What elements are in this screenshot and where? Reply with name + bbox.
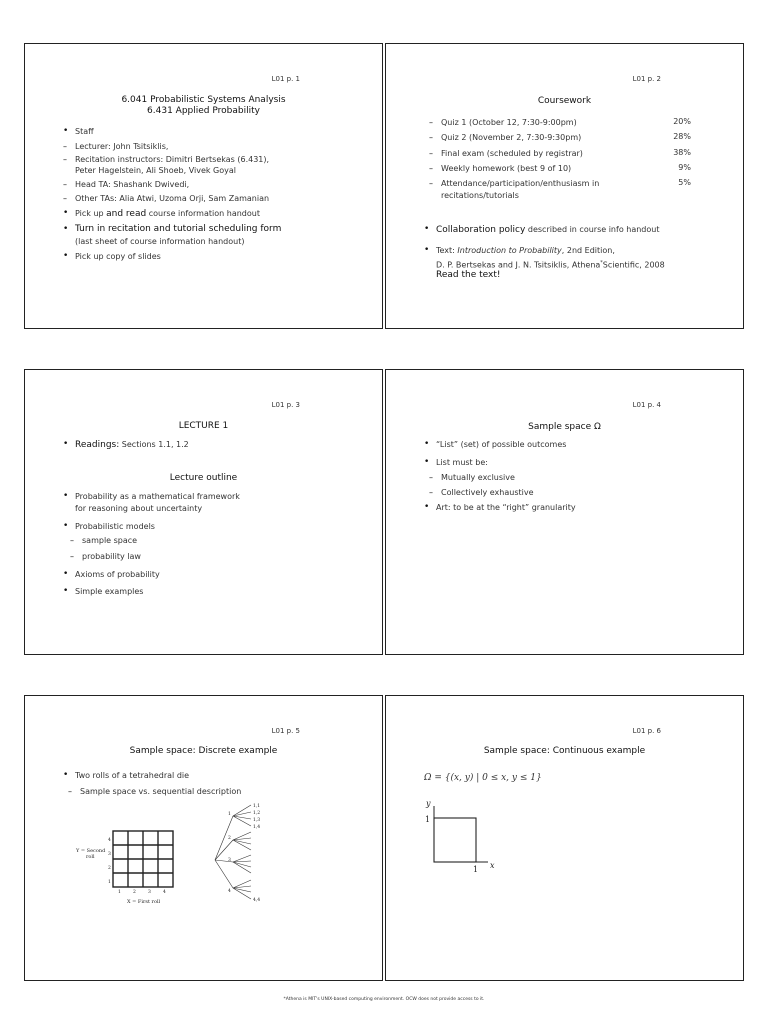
page-number: L01 p. 5 <box>271 727 300 735</box>
slide-3 <box>24 369 383 655</box>
tree-leaf: 4,4 <box>253 898 261 903</box>
slide-5 <box>24 695 383 981</box>
coursework-item: – Weekly homework (best 9 of 10) <box>441 163 571 174</box>
text-b: Introduction to Probability <box>457 246 562 255</box>
footnote-mark: * <box>600 260 603 266</box>
lecture-title: LECTURE 1 <box>178 421 229 431</box>
pickup-bullet <box>75 208 260 220</box>
outline-item: • Simple examples <box>75 586 143 597</box>
sample-space-subitem: – Collectively exhaustive <box>441 487 534 498</box>
text-c: , 2nd Edition, <box>561 246 615 255</box>
collab-bullet <box>436 224 659 236</box>
x-tick: 2 <box>133 890 136 895</box>
head-ta-item: – Head TA: Shashank Dwivedi, <box>75 179 189 190</box>
discrete-example-title: Sample space: Discrete example <box>129 746 278 756</box>
pickup-c: course information handout <box>146 209 260 218</box>
tree-leaf: 1,1 <box>253 804 261 809</box>
slide-1 <box>24 43 383 329</box>
page-number: L01 p. 4 <box>632 401 661 409</box>
text-bullet <box>436 245 615 256</box>
outline-item: • Probability as a mathematical framework <box>75 491 240 502</box>
coursework-item: – Attendance/participation/enthusiasm in <box>441 178 599 189</box>
outline-item-cont: for reasoning about uncertainty <box>75 504 203 513</box>
tree-node: 2 <box>228 836 231 841</box>
page-number: L01 p. 3 <box>271 401 300 409</box>
outline-item: • Probabilistic models <box>75 521 155 532</box>
x-one-label: 1 <box>473 865 479 874</box>
discrete-bullet: • Two rolls of a tetrahedral die <box>75 770 189 781</box>
coursework-item: – Quiz 2 (November 2, 7:30-9:30pm) <box>441 132 581 143</box>
tree-leaf: 1,3 <box>253 818 261 823</box>
coursework-title: Coursework <box>537 96 592 106</box>
outline-subitem: – sample space <box>82 535 137 546</box>
read-the-text: Read the text! <box>436 270 501 280</box>
staff-bullet: • Staff <box>75 126 94 137</box>
y-tick: 4 <box>108 838 111 843</box>
tree-node: 3 <box>228 858 231 863</box>
tree-leaf: 1,2 <box>253 811 261 816</box>
slide-6 <box>385 695 744 981</box>
turnin-note: (last sheet of course information handout) <box>75 237 245 246</box>
page-number: L01 p. 6 <box>632 727 661 735</box>
text-line2-b: Scientific, 2008 <box>602 260 665 270</box>
x-axis-label: x <box>490 861 495 870</box>
other-tas-item: – Other TAs: Alia Atwi, Uzoma Orji, Sam Zamanian <box>75 193 269 204</box>
omega-formula: Ω = {(x, y) | 0 ≤ x, y ≤ 1} <box>424 773 542 783</box>
coursework-pct: 9% <box>678 163 691 172</box>
pickup-b: and read <box>106 209 147 219</box>
coursework-item: – Final exam (scheduled by registrar) <box>441 148 583 159</box>
text-line-2 <box>436 258 665 271</box>
readings-bullet <box>75 439 189 451</box>
collab-a: Collaboration policy <box>436 225 526 235</box>
coursework-item-cont: recitations/tutorials <box>441 191 519 200</box>
page-number: L01 p. 2 <box>632 75 661 83</box>
continuous-example-title: Sample space: Continuous example <box>483 746 646 756</box>
unit-square-figure <box>416 796 536 876</box>
y-axis-label: Y = Second <box>76 848 106 854</box>
sample-space-bullet: • List must be: <box>436 457 488 468</box>
y-tick: 3 <box>108 852 111 857</box>
tree-node: 4 <box>228 889 231 894</box>
readings-sections: Sections 1.1, 1.2 <box>119 440 189 449</box>
x-tick: 3 <box>148 890 151 895</box>
recitation-item: – Recitation instructors: Dimitri Bertsekas (6.431), <box>75 154 269 165</box>
die-grid-figure <box>65 824 205 910</box>
x-tick: 4 <box>163 890 166 895</box>
sequential-tree-figure <box>205 800 305 914</box>
discrete-subitem: – Sample space vs. sequential description <box>80 786 241 797</box>
sample-space-title: Sample space Ω <box>528 422 601 432</box>
outline-subitem: – probability law <box>82 551 141 562</box>
y-one-label: 1 <box>425 815 431 824</box>
text-a: Text: <box>436 246 458 255</box>
slide-2 <box>385 43 744 329</box>
outline-title: Lecture outline <box>169 473 238 483</box>
tree-node: 1 <box>228 812 231 817</box>
footnote: *Athena is MIT's UNIX-based computing environment. OCW does not provide access to it. <box>283 997 485 1002</box>
x-tick: 1 <box>118 890 121 895</box>
recitation-item-cont: Peter Hagelstein, Ali Shoeb, Vivek Goyal <box>75 166 236 175</box>
x-axis-label: X = First roll <box>127 899 161 905</box>
y-axis-label-cont: roll <box>86 854 95 860</box>
collab-b: described in course info handout <box>525 225 660 234</box>
sample-space-bullet: • Art: to be at the “right” granularity <box>436 502 576 513</box>
text-line2-a: D. P. Bertsekas and J. N. Tsitsiklis, Athena <box>436 260 601 270</box>
slides-bullet: • Pick up copy of slides <box>75 251 161 262</box>
course-title-1: 6.041 Probabilistic Systems Analysis <box>121 95 286 105</box>
pickup-a: Pick up <box>75 209 107 218</box>
coursework-pct: 5% <box>678 178 691 187</box>
readings-label: Readings: <box>75 440 120 450</box>
course-title-2: 6.431 Applied Probability <box>147 106 260 116</box>
coursework-pct: 28% <box>673 132 691 141</box>
turnin-bullet: • Turn in recitation and tutorial scheduling form <box>75 224 281 235</box>
y-tick: 1 <box>108 880 111 885</box>
sample-space-bullet: • “List” (set) of possible outcomes <box>436 439 566 450</box>
lecturer-item: – Lecturer: John Tsitsiklis, <box>75 141 168 152</box>
coursework-pct: 38% <box>673 148 691 157</box>
y-tick: 2 <box>108 866 111 871</box>
sample-space-subitem: – Mutually exclusive <box>441 472 515 483</box>
coursework-item: – Quiz 1 (October 12, 7:30-9:00pm) <box>441 117 577 128</box>
coursework-pct: 20% <box>673 117 691 126</box>
slide-4 <box>385 369 744 655</box>
y-axis-label: y <box>426 799 431 808</box>
page-number: L01 p. 1 <box>271 75 300 83</box>
tree-leaf: 1,4 <box>253 825 261 830</box>
outline-item: • Axioms of probability <box>75 569 160 580</box>
